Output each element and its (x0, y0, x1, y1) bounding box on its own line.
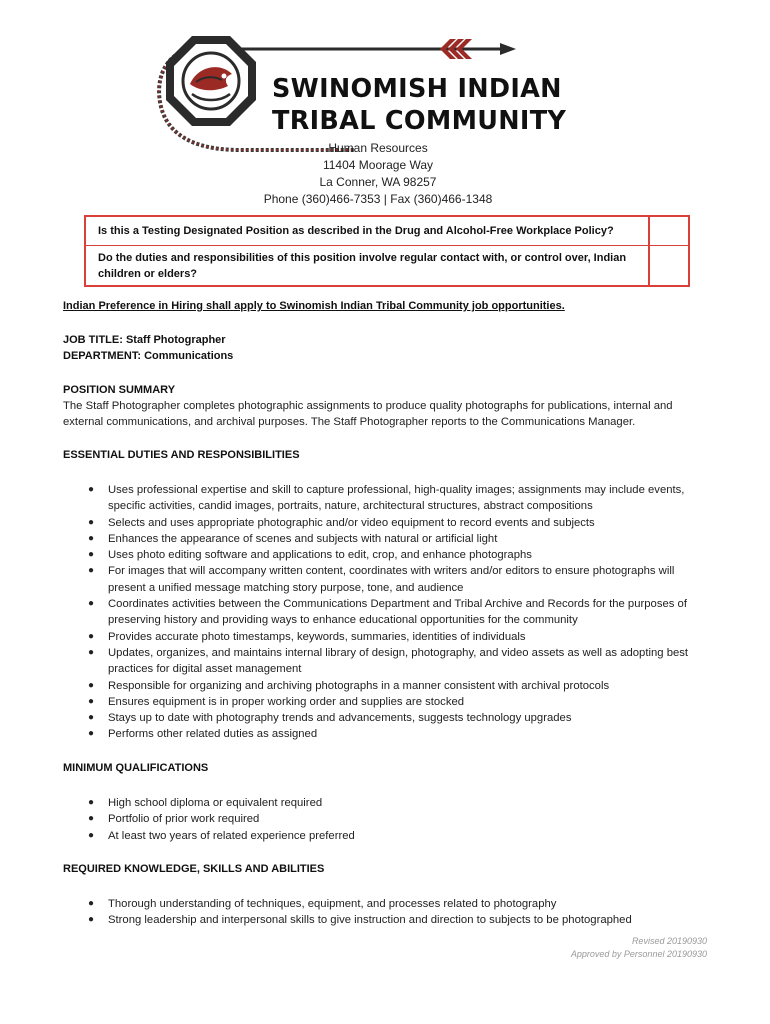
bullet-text: Enhances the appearance of scenes and subjects with natural or artificial light (108, 532, 498, 545)
logo-text-line1: SWINOMISH INDIAN (272, 74, 562, 104)
bullet-text: Ensures equipment is in proper working order and supplies are stocked (108, 695, 465, 708)
city-state-zip: La Conner, WA 98257 (319, 175, 437, 189)
bullet-item (88, 828, 720, 844)
bullet-icon: ● (88, 898, 95, 909)
bullet-item (88, 563, 720, 596)
bullet-item (88, 896, 720, 912)
bullet-item (88, 482, 720, 515)
ksa-list (88, 896, 720, 929)
question-text: Is this a Testing Designated Position as described in the Drug and Alcohol-Free Workplace Policy? (86, 217, 650, 245)
bullet-text: Coordinates activities between the Communications Department and Tribal Archive and Records for the purposes of (108, 598, 687, 611)
bullet-item (88, 596, 720, 629)
answer-cell[interactable] (650, 217, 688, 245)
bullet-icon: ● (88, 565, 95, 577)
bullet-icon: ● (88, 728, 95, 740)
summary-line: external communications, and archival purposes. The Staff Photographer reports to the Communications Manager. (63, 416, 636, 428)
department: DEPARTMENT: Communications (63, 350, 234, 362)
bullet-text: High school diploma or equivalent required (108, 797, 323, 809)
bullet-item (88, 515, 720, 531)
bullet-item (88, 531, 720, 547)
revision-footer (407, 935, 707, 961)
bullet-icon: ● (88, 630, 95, 642)
bullet-icon: ● (88, 516, 95, 528)
bullet-icon: ● (88, 679, 95, 691)
bullet-icon: ● (88, 914, 95, 926)
essential-duties-list (88, 482, 720, 743)
logo-text-line2: TRIBAL COMMUNITY (272, 106, 567, 136)
phone-fax: Phone (360)466-7353 | Fax (360)466-1348 (263, 192, 493, 206)
job-title: JOB TITLE: Staff Photographer (63, 334, 226, 346)
question-text: Do the duties and responsibilities of this position involve regular contact with, or control over, Indian children or elders? (86, 246, 650, 285)
bullet-icon: ● (88, 813, 95, 825)
approved-date: Approved by Personnel 20190930 (570, 949, 707, 959)
position-summary-heading: POSITION SUMMARY (63, 384, 176, 396)
department-name: Human Resources (328, 141, 428, 155)
question-row (86, 246, 688, 285)
bullet-text: Stays up to date with photography trends and advancements, suggests technology upgrades (108, 712, 572, 725)
ksa-heading: REQUIRED KNOWLEDGE, SKILLS AND ABILITIES (63, 863, 325, 875)
bullet-text: preserving history and providing ways to enhance educational opportunities for the community (108, 614, 578, 627)
bullet-icon: ● (88, 598, 95, 610)
address-block (200, 140, 556, 208)
answer-cell[interactable] (650, 246, 688, 285)
bullet-item (88, 912, 720, 928)
bullet-text: present a unified message matching story purpose, tone, and audience (108, 581, 464, 594)
bullet-text: specific activities, candid images, portraits, nature, architectural structures, abstract compositions (108, 500, 593, 513)
bullet-item (88, 811, 720, 827)
question-row (86, 217, 688, 246)
bullet-icon: ● (88, 532, 95, 544)
bullet-text: Provides accurate photo timestamps, keywords, summaries, identities of individuals (108, 630, 526, 643)
bullet-text: Updates, organizes, and maintains internal library of design, photography, and video assets as well as adopting best (108, 646, 689, 659)
bullet-item (88, 710, 720, 726)
bullet-text: Selects and uses appropriate photographic and/or video equipment to record events and subjects (108, 516, 595, 529)
minimum-qualifications-heading: MINIMUM QUALIFICATIONS (63, 762, 209, 774)
essential-duties-heading: ESSENTIAL DUTIES AND RESPONSIBILITIES (63, 449, 300, 461)
minimum-qualifications-list (88, 795, 720, 844)
bullet-item (88, 547, 720, 563)
bullet-item (88, 678, 720, 694)
bullet-text: Uses photo editing software and applications to edit, crop, and enhance photographs (108, 549, 532, 562)
bullet-icon: ● (88, 695, 95, 707)
bullet-icon: ● (88, 829, 95, 841)
bullet-text: Performs other related duties as assigned (108, 728, 318, 741)
bullet-text: For images that will accompany written content, coordinates with writers and/or editors to ensure photographs will (108, 565, 675, 578)
designation-questions-table (84, 215, 690, 287)
bullet-icon: ● (88, 484, 95, 495)
bullet-item (88, 694, 720, 710)
bullet-item (88, 629, 720, 645)
bullet-icon: ● (88, 797, 95, 808)
bullet-text: Strong leadership and interpersonal skills to give instruction and direction to subjects to be photographed (108, 914, 632, 927)
bullet-item (88, 645, 720, 678)
bullet-text: Responsible for organizing and archiving photographs in a manner consistent with archival protocols (108, 679, 610, 692)
bullet-text: practices for digital asset management (108, 663, 302, 676)
street-address: 11404 Moorage Way (322, 158, 434, 172)
bullet-item (88, 795, 720, 811)
bullet-text: Uses professional expertise and skill to capture professional, high-quality images; assignments may include events, (108, 484, 685, 496)
bullet-icon: ● (88, 549, 95, 561)
revised-date: Revised 20190930 (631, 936, 707, 946)
bullet-icon: ● (88, 712, 95, 724)
bullet-text: At least two years of related experience preferred (108, 829, 355, 842)
bullet-icon: ● (88, 646, 95, 658)
position-summary-text (63, 398, 713, 430)
bullet-item (88, 726, 720, 742)
indian-preference-notice: Indian Preference in Hiring shall apply to Swinomish Indian Tribal Community job opportunities. (63, 300, 565, 312)
bullet-text: Portfolio of prior work required (108, 813, 260, 826)
bullet-text: Thorough understanding of techniques, equipment, and processes related to photography (108, 898, 557, 910)
summary-line: The Staff Photographer completes photographic assignments to produce quality photographs for publications, internal and (63, 400, 673, 412)
